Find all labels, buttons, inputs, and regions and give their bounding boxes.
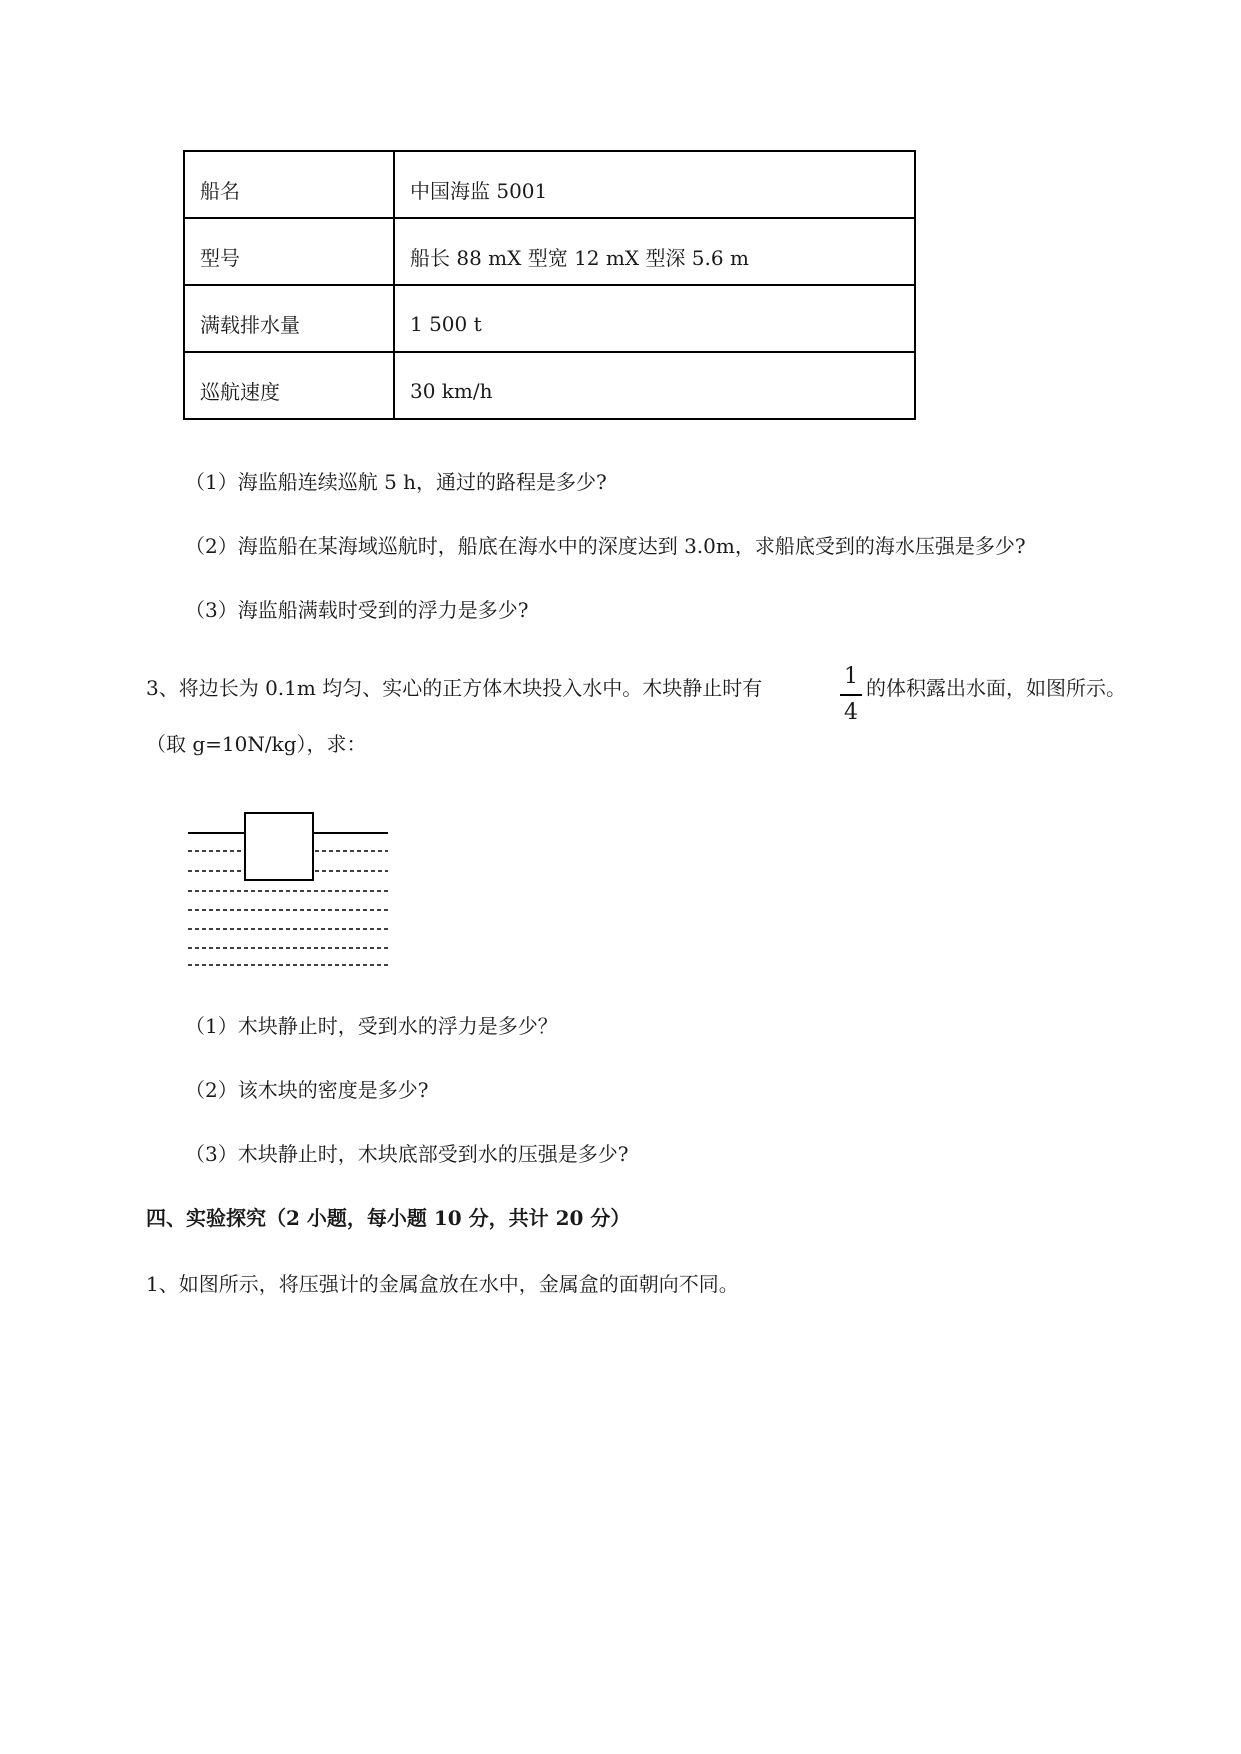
- q3-stem-line2: （取 g=10N/kg），求：: [146, 732, 367, 756]
- table-cell-value: 中国海监 5001: [394, 151, 915, 218]
- table-cell-value: 船长 88 mX 型宽 12 mX 型深 5.6 m: [394, 218, 915, 285]
- table-row: [184, 151, 915, 218]
- q2-sub3: （3）海监船满载时受到的浮力是多少?: [185, 598, 529, 622]
- fraction-one-quarter: [836, 662, 866, 728]
- q3-sub2: （2）该木块的密度是多少?: [185, 1078, 429, 1102]
- fraction-denominator: 4: [844, 700, 858, 725]
- table-cell-label: 巡航速度: [184, 352, 394, 419]
- fraction-numerator: 1: [844, 664, 858, 689]
- table-row: [184, 218, 915, 285]
- q2-sub2: （2）海监船在某海域巡航时，船底在海水中的深度达到 3.0m，求船底受到的海水压强是多少?: [185, 534, 1026, 558]
- table-cell-label: 船名: [184, 151, 394, 218]
- section4-q1: 1、如图所示，将压强计的金属盒放在水中，金属盒的面朝向不同。: [146, 1272, 739, 1296]
- q3-stem-before: 3、将边长为 0.1m 均匀、实心的正方体木块投入水中。木块静止时有: [146, 676, 763, 700]
- table-cell-value: 1 500 t: [394, 285, 915, 352]
- table-cell-value: 30 km/h: [394, 352, 915, 419]
- ship-data-table: [183, 150, 916, 420]
- q2-sub1: （1）海监船连续巡航 5 h，通过的路程是多少?: [185, 470, 607, 494]
- table-cell-label: 型号: [184, 218, 394, 285]
- section-heading: 四、实验探究（2 小题，每小题 10 分，共计 20 分）: [146, 1206, 631, 1230]
- floating-block-diagram: [183, 805, 393, 970]
- wood-block: [245, 813, 313, 880]
- table-row: [184, 285, 915, 352]
- q3-sub3: （3）木块静止时，木块底部受到水的压强是多少?: [185, 1142, 629, 1166]
- q3-stem-after: 的体积露出水面，如图所示。: [866, 676, 1126, 700]
- fraction-bar: [840, 694, 862, 696]
- q3-sub1: （1）木块静止时，受到水的浮力是多少？: [185, 1014, 558, 1038]
- table-cell-label: 满载排水量: [184, 285, 394, 352]
- table-row: [184, 352, 915, 419]
